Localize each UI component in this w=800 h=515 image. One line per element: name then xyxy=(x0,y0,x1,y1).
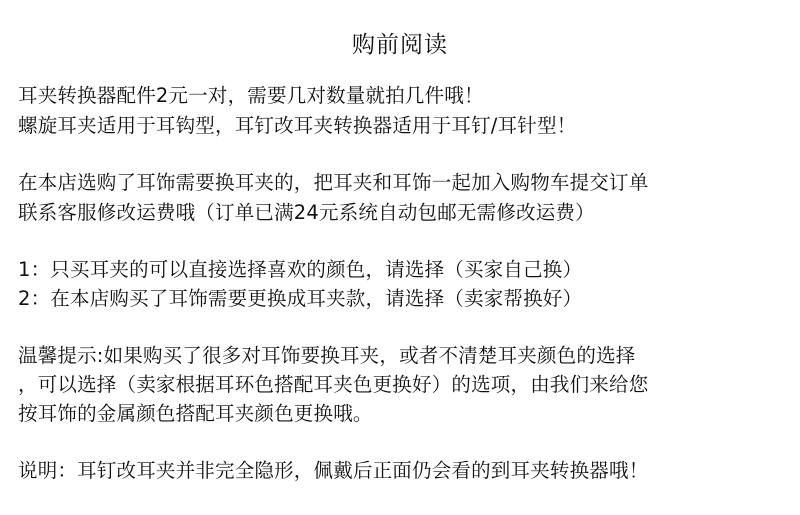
page-title: 购前阅读 xyxy=(352,32,448,58)
notice-line-option-1: 1：只买耳夹的可以直接选择喜欢的颜色，请选择（买家自己换） xyxy=(18,258,583,281)
notice-line-price: 耳夹转换器配件2元一对，需要几对数量就拍几件哦！ xyxy=(18,84,484,107)
notice-line-tip-1: 温馨提示:如果购买了很多对耳饰要换耳夹，或者不清楚耳夹颜色的选择 xyxy=(18,344,636,367)
notice-line-shipping: 联系客服修改运费哦（订单已满24元系统自动包邮无需修改运费） xyxy=(18,201,595,224)
notice-line-disclaimer: 说明：耳钉改耳夹并非完全隐形，佩戴后正面仍会看的到耳夹转换器哦！ xyxy=(18,459,649,482)
notice-line-tip-3: 按耳饰的金属颜色搭配耳夹颜色更换哦。 xyxy=(18,402,373,425)
notice-line-applicability: 螺旋耳夹适用于耳钩型，耳钉改耳夹转换器适用于耳钉/耳针型！ xyxy=(18,114,577,137)
notice-line-option-2: 2：在本店购买了耳饰需要更换成耳夹款，请选择（卖家帮换好） xyxy=(18,287,583,310)
notice-line-order-instruction: 在本店选购了耳饰需要换耳夹的，把耳夹和耳饰一起加入购物车提交订单 xyxy=(18,171,649,194)
notice-line-tip-2: ，可以选择（卖家根据耳环色搭配耳夹色更换好）的选项，由我们来给您 xyxy=(18,373,649,396)
